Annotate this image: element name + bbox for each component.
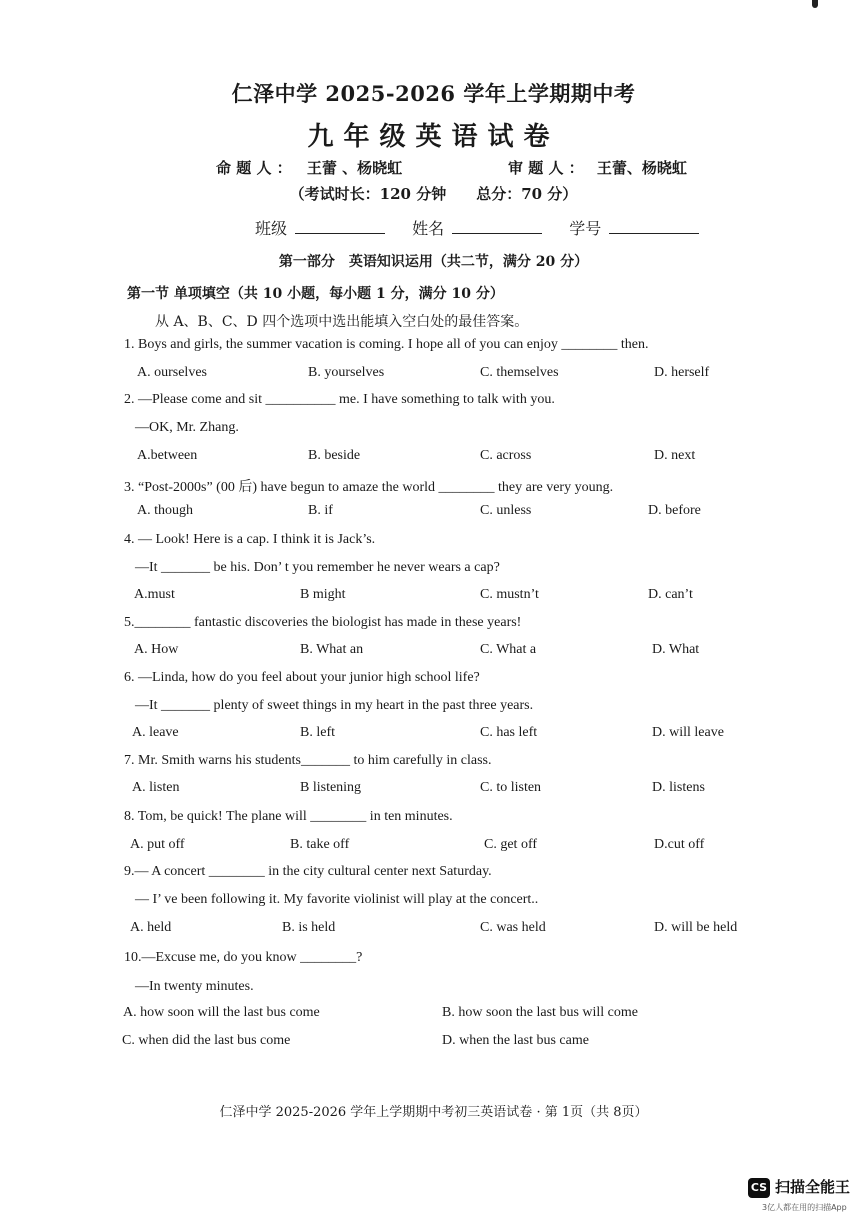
camscanner-logo-icon: CS	[748, 1178, 770, 1198]
setter-label: 命 题 人 ：	[216, 159, 292, 177]
scanner-logo-tagline: 3亿人都在用的扫描App	[762, 1203, 847, 1212]
question-5-line-1: 5.________ fantastic discoveries the biologist has made in these years!	[124, 615, 522, 630]
question-6-option-c[interactable]: C. has left	[480, 725, 538, 740]
exam-time-info: （考试时长：120 分钟 总分：70 分）	[289, 185, 578, 203]
question-8-option-d[interactable]: D.cut off	[654, 837, 705, 852]
question-4-line-1: 4. — Look! Here is a cap. I think it is Jack’s.	[124, 532, 376, 547]
page-footer: 仁泽中学 2025-2026 学年上学期期中考初三英语试卷 · 第 1页（共 8页）	[219, 1105, 648, 1120]
class-label: 班级	[255, 219, 288, 238]
question-8-option-c[interactable]: C. get off	[484, 837, 538, 852]
question-9-option-a[interactable]: A. held	[130, 920, 172, 935]
question-6-option-a[interactable]: A. leave	[132, 725, 179, 740]
name-label: 姓名	[412, 219, 445, 238]
question-3-option-b[interactable]: B. if	[308, 503, 333, 518]
student-number-field[interactable]	[609, 219, 699, 234]
question-2-option-c[interactable]: C. across	[480, 448, 532, 463]
question-9-line-1: 9.— A concert ________ in the city cultural center next Saturday.	[124, 864, 492, 879]
question-4-line-2: —It _______ be his. Don’ t you remember he never wears a cap?	[135, 560, 500, 575]
setter-names: 王蕾 、杨晓虹	[306, 159, 403, 177]
scan-corner-mark	[812, 0, 818, 8]
question-3-option-c[interactable]: C. unless	[480, 503, 532, 518]
question-7-option-d[interactable]: D. listens	[652, 780, 705, 795]
question-6-line-1: 6. —Linda, how do you feel about your junior high school life?	[124, 670, 480, 685]
question-10-option-d[interactable]: D. when the last bus came	[442, 1033, 589, 1048]
question-10-option-a[interactable]: A. how soon will the last bus come	[123, 1005, 320, 1020]
question-8-line-1: 8. Tom, be quick! The plane will ________ in ten minutes.	[124, 809, 453, 824]
question-9-option-b[interactable]: B. is held	[282, 920, 336, 935]
question-6-option-b[interactable]: B. left	[300, 725, 335, 740]
question-9-option-d[interactable]: D. will be held	[654, 920, 738, 935]
student-info-fields	[255, 216, 707, 239]
school-title: 仁泽中学 2025-2026 学年上学期期中考	[231, 81, 636, 106]
question-2-option-b[interactable]: B. beside	[308, 448, 361, 463]
question-2-line-2: —OK, Mr. Zhang.	[135, 420, 239, 435]
question-7-option-c[interactable]: C. to listen	[480, 780, 542, 795]
question-8-option-b[interactable]: B. take off	[290, 837, 350, 852]
question-6-option-d[interactable]: D. will leave	[652, 725, 724, 740]
question-1-option-b[interactable]: B. yourselves	[308, 365, 385, 380]
question-4-option-c[interactable]: C. mustn’t	[480, 587, 539, 602]
question-10-option-b[interactable]: B. how soon the last bus will come	[442, 1005, 638, 1020]
question-7-line-1: 7. Mr. Smith warns his students_______ to him carefully in class.	[124, 753, 492, 768]
question-5-option-b[interactable]: B. What an	[300, 642, 364, 657]
scanner-logo-name: 扫描全能王	[775, 1178, 851, 1196]
question-9-line-2: — I’ ve been following it. My favorite violinist will play at the concert..	[135, 892, 539, 907]
exam-title: 九年级英语试卷	[307, 122, 560, 152]
question-8-option-a[interactable]: A. put off	[130, 837, 185, 852]
question-2-line-1: 2. —Please come and sit __________ me. I have something to talk with you.	[124, 392, 555, 407]
question-5-option-c[interactable]: C. What a	[480, 642, 537, 657]
setter-info	[216, 157, 402, 178]
name-field[interactable]	[452, 219, 542, 234]
question-7-option-b[interactable]: B listening	[300, 780, 362, 795]
question-4-option-d[interactable]: D. can’t	[648, 587, 693, 602]
question-3-line-1: 3. “Post-2000s” (00 后) have begun to amaze the world ________ they are very young.	[124, 480, 614, 495]
question-3-option-d[interactable]: D. before	[648, 503, 701, 518]
question-1-option-d[interactable]: D. herself	[654, 365, 710, 380]
question-9-option-c[interactable]: C. was held	[480, 920, 546, 935]
question-1-line-1: 1. Boys and girls, the summer vacation is coming. I hope all of you can enjoy ________ then.	[124, 337, 649, 352]
question-3-option-a[interactable]: A. though	[137, 503, 193, 518]
question-1-option-c[interactable]: C. themselves	[480, 365, 559, 380]
question-10-line-2: —In twenty minutes.	[135, 979, 254, 994]
question-1-option-a[interactable]: A. ourselves	[137, 365, 207, 380]
question-5-option-a[interactable]: A. How	[134, 642, 179, 657]
question-2-option-a[interactable]: A.between	[137, 448, 198, 463]
section1-instructions: 从 A、B、C、D 四个选项中选出能填入空白处的最佳答案。	[155, 314, 529, 330]
question-2-option-d[interactable]: D. next	[654, 448, 696, 463]
number-label: 学号	[569, 219, 602, 238]
reviewer-label: 审 题 人 ：	[508, 159, 584, 177]
question-10-line-1: 10.—Excuse me, do you know ________?	[124, 950, 363, 965]
question-4-option-b[interactable]: B might	[300, 587, 346, 602]
part1-title: 第一部分 英语知识运用（共二节，满分 20 分）	[278, 254, 589, 270]
class-field[interactable]	[295, 219, 385, 234]
reviewer-names: 王蕾、杨晓虹	[596, 159, 687, 177]
section1-title: 第一节 单项填空（共 10 小题，每小题 1 分，满分 10 分）	[127, 286, 504, 302]
question-10-option-c[interactable]: C. when did the last bus come	[122, 1033, 291, 1048]
question-5-option-d[interactable]: D. What	[652, 642, 700, 657]
reviewer-info	[508, 157, 687, 178]
question-7-option-a[interactable]: A. listen	[132, 780, 180, 795]
question-4-option-a[interactable]: A.must	[134, 587, 175, 602]
question-6-line-2: —It _______ plenty of sweet things in my heart in the past three years.	[135, 698, 534, 713]
scanner-watermark	[748, 1176, 858, 1216]
